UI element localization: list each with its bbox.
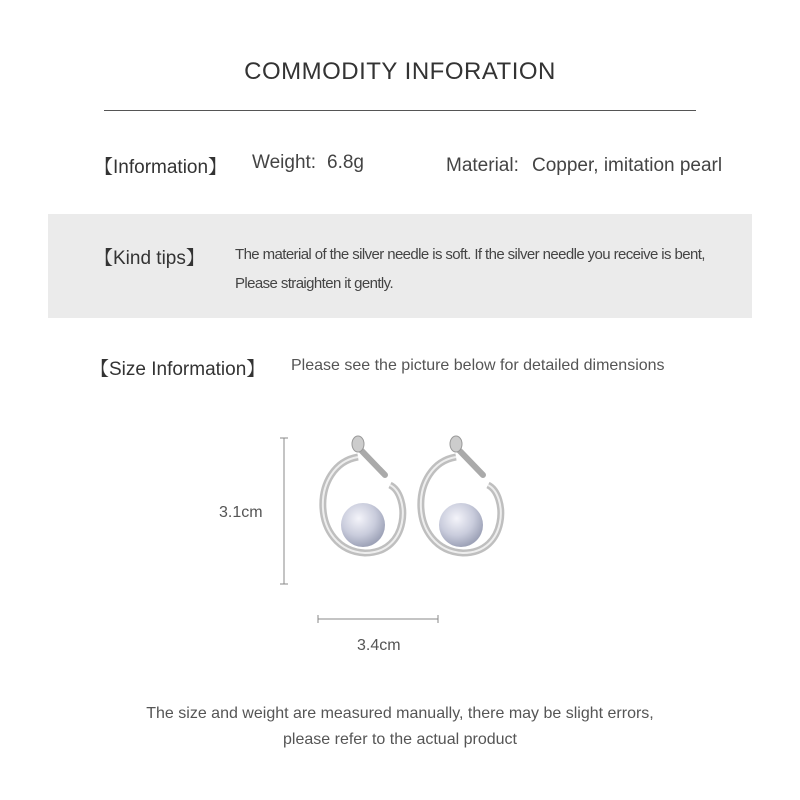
kind-tips-label: 【Kind tips】: [94, 248, 205, 269]
earrings-image: [270, 420, 570, 630]
size-information-label: 【Size Information】: [90, 359, 266, 380]
width-dimension-line: [318, 615, 438, 623]
material-label: Material:: [446, 155, 519, 176]
earring-left: [323, 436, 403, 553]
title-divider: [104, 110, 696, 111]
height-dimension-line: [280, 438, 288, 584]
page-title: COMMODITY INFORATION: [244, 58, 556, 85]
weight-value: 6.8g: [327, 152, 364, 173]
kind-tips-line-1: The material of the silver needle is soft. If the silver needle you receive is bent,: [235, 246, 705, 263]
footer-line-1: The size and weight are measured manually, there may be slight errors,: [146, 705, 654, 722]
size-information-note: Please see the picture below for detailed dimensions: [291, 357, 665, 374]
kind-tips-line-2: Please straighten it gently.: [235, 275, 394, 292]
weight-label: Weight:: [252, 152, 317, 173]
information-label: 【Information】: [94, 157, 228, 178]
footer-line-2: please refer to the actual product: [283, 731, 517, 748]
height-measurement: 3.1cm: [219, 504, 263, 521]
width-measurement: 3.4cm: [357, 637, 401, 654]
material-value: Copper, imitation pearl: [532, 155, 723, 176]
earring-right: [421, 436, 501, 553]
